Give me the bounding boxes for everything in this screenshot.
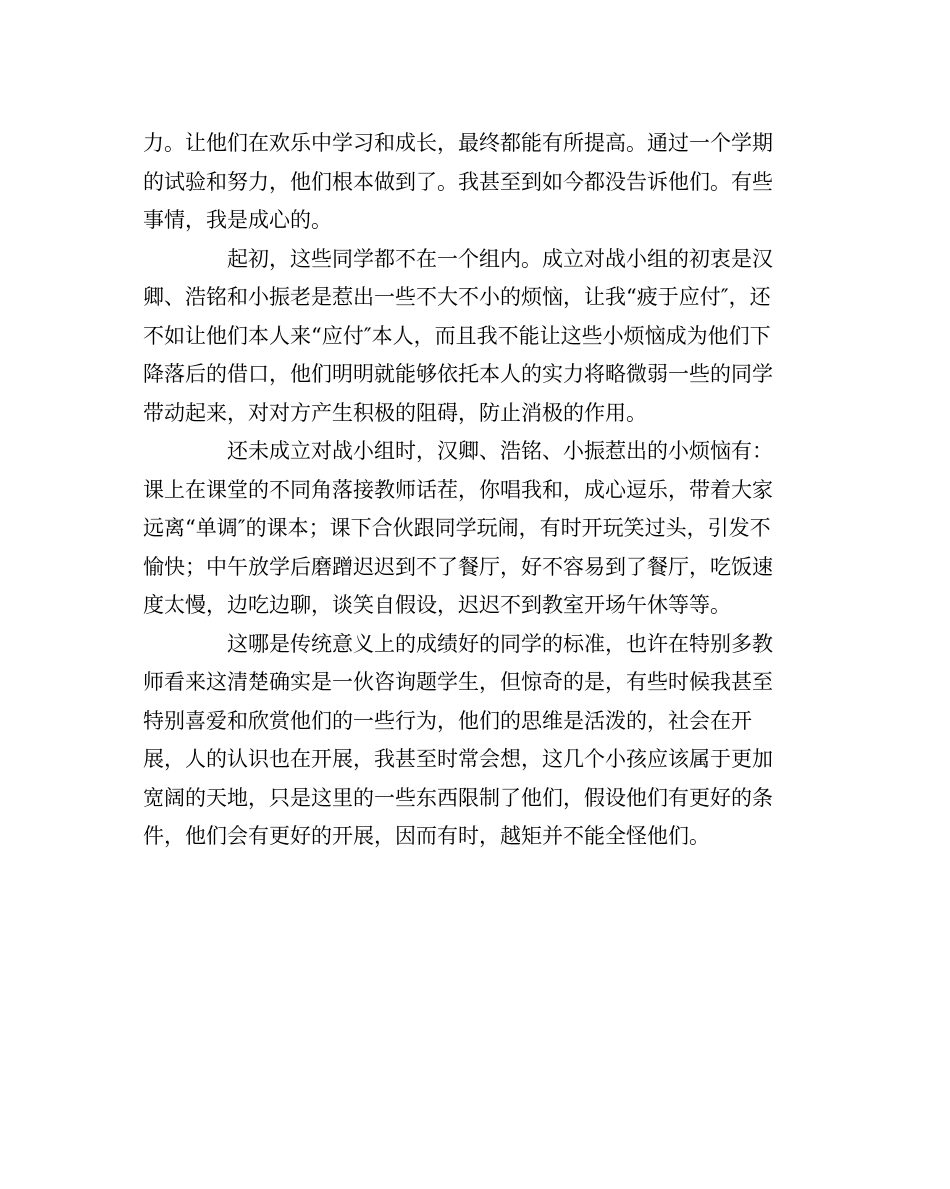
text-line: 降落后的借口，他们明明就能够依托本人的实力将略微弱一些的同学 xyxy=(143,362,773,386)
text-line: 宽阔的天地，只是这里的一些东西限制了他们，假设他们有更好的条 xyxy=(143,785,773,810)
paragraph-2 xyxy=(143,240,813,433)
text-line: 卿、浩铭和小振老是惹出一些不大不小的烦恼，让我“疲于应付″，还 xyxy=(143,285,771,309)
paragraph-1 xyxy=(143,124,813,240)
text-line: 愉快；中午放学后磨蹭迟迟到不了餐厅，好不容易到了餐厅，吃饭速 xyxy=(143,554,773,579)
paragraph-4 xyxy=(143,625,813,856)
text-line: 远离“单调″的课本；课下合伙跟同学玩闹，有时开玩笑过头，引发不 xyxy=(143,516,771,540)
text-line: 不如让他们本人来“应付″本人，而且我不能让这些小烦恼成为他们下 xyxy=(143,323,771,348)
text-line: 课上在课堂的不同角落接教师话茬，你唱我和，成心逗乐，带着大家 xyxy=(143,477,773,502)
text-line: 还未成立对战小组时，汉卿、浩铭、小振惹出的小烦恼有： xyxy=(227,439,773,463)
text-line: 事情，我是成心的。 xyxy=(143,208,332,232)
text-line: 力。让他们在欢乐中学习和成长，最终都能有所提高。通过一个学期 xyxy=(143,131,773,155)
text-line: 的试验和努力，他们根本做到了。我甚至到如今都没告诉他们。有些 xyxy=(143,169,773,194)
text-line: 件，他们会有更好的开展，因而有时，越矩并不能全怪他们。 xyxy=(143,824,710,848)
text-line: 带动起来，对对方产生积极的阻碍，防止消极的作用。 xyxy=(143,400,647,425)
text-line: 师看来这清楚确实是一伙咨询题学生，但惊奇的是，有些时候我甚至 xyxy=(143,670,773,694)
text-line: 特别喜爱和欣赏他们的一些行为，他们的思维是活泼的，社会在开 xyxy=(143,708,752,733)
text-line: 展，人的认识也在开展，我甚至时常会想，这几个小孩应该属于更加 xyxy=(143,747,773,771)
text-line: 度太慢，边吃边聊，谈笑自假设，迟迟不到教室开场午休等等。 xyxy=(143,593,731,617)
text-line: 这哪是传统意义上的成绩好的同学的标准，也许在特别多教 xyxy=(227,631,773,656)
document-body xyxy=(143,124,813,856)
paragraph-3 xyxy=(143,432,813,625)
text-line: 起初，这些同学都不在一个组内。成立对战小组的初衷是汉 xyxy=(227,246,773,271)
